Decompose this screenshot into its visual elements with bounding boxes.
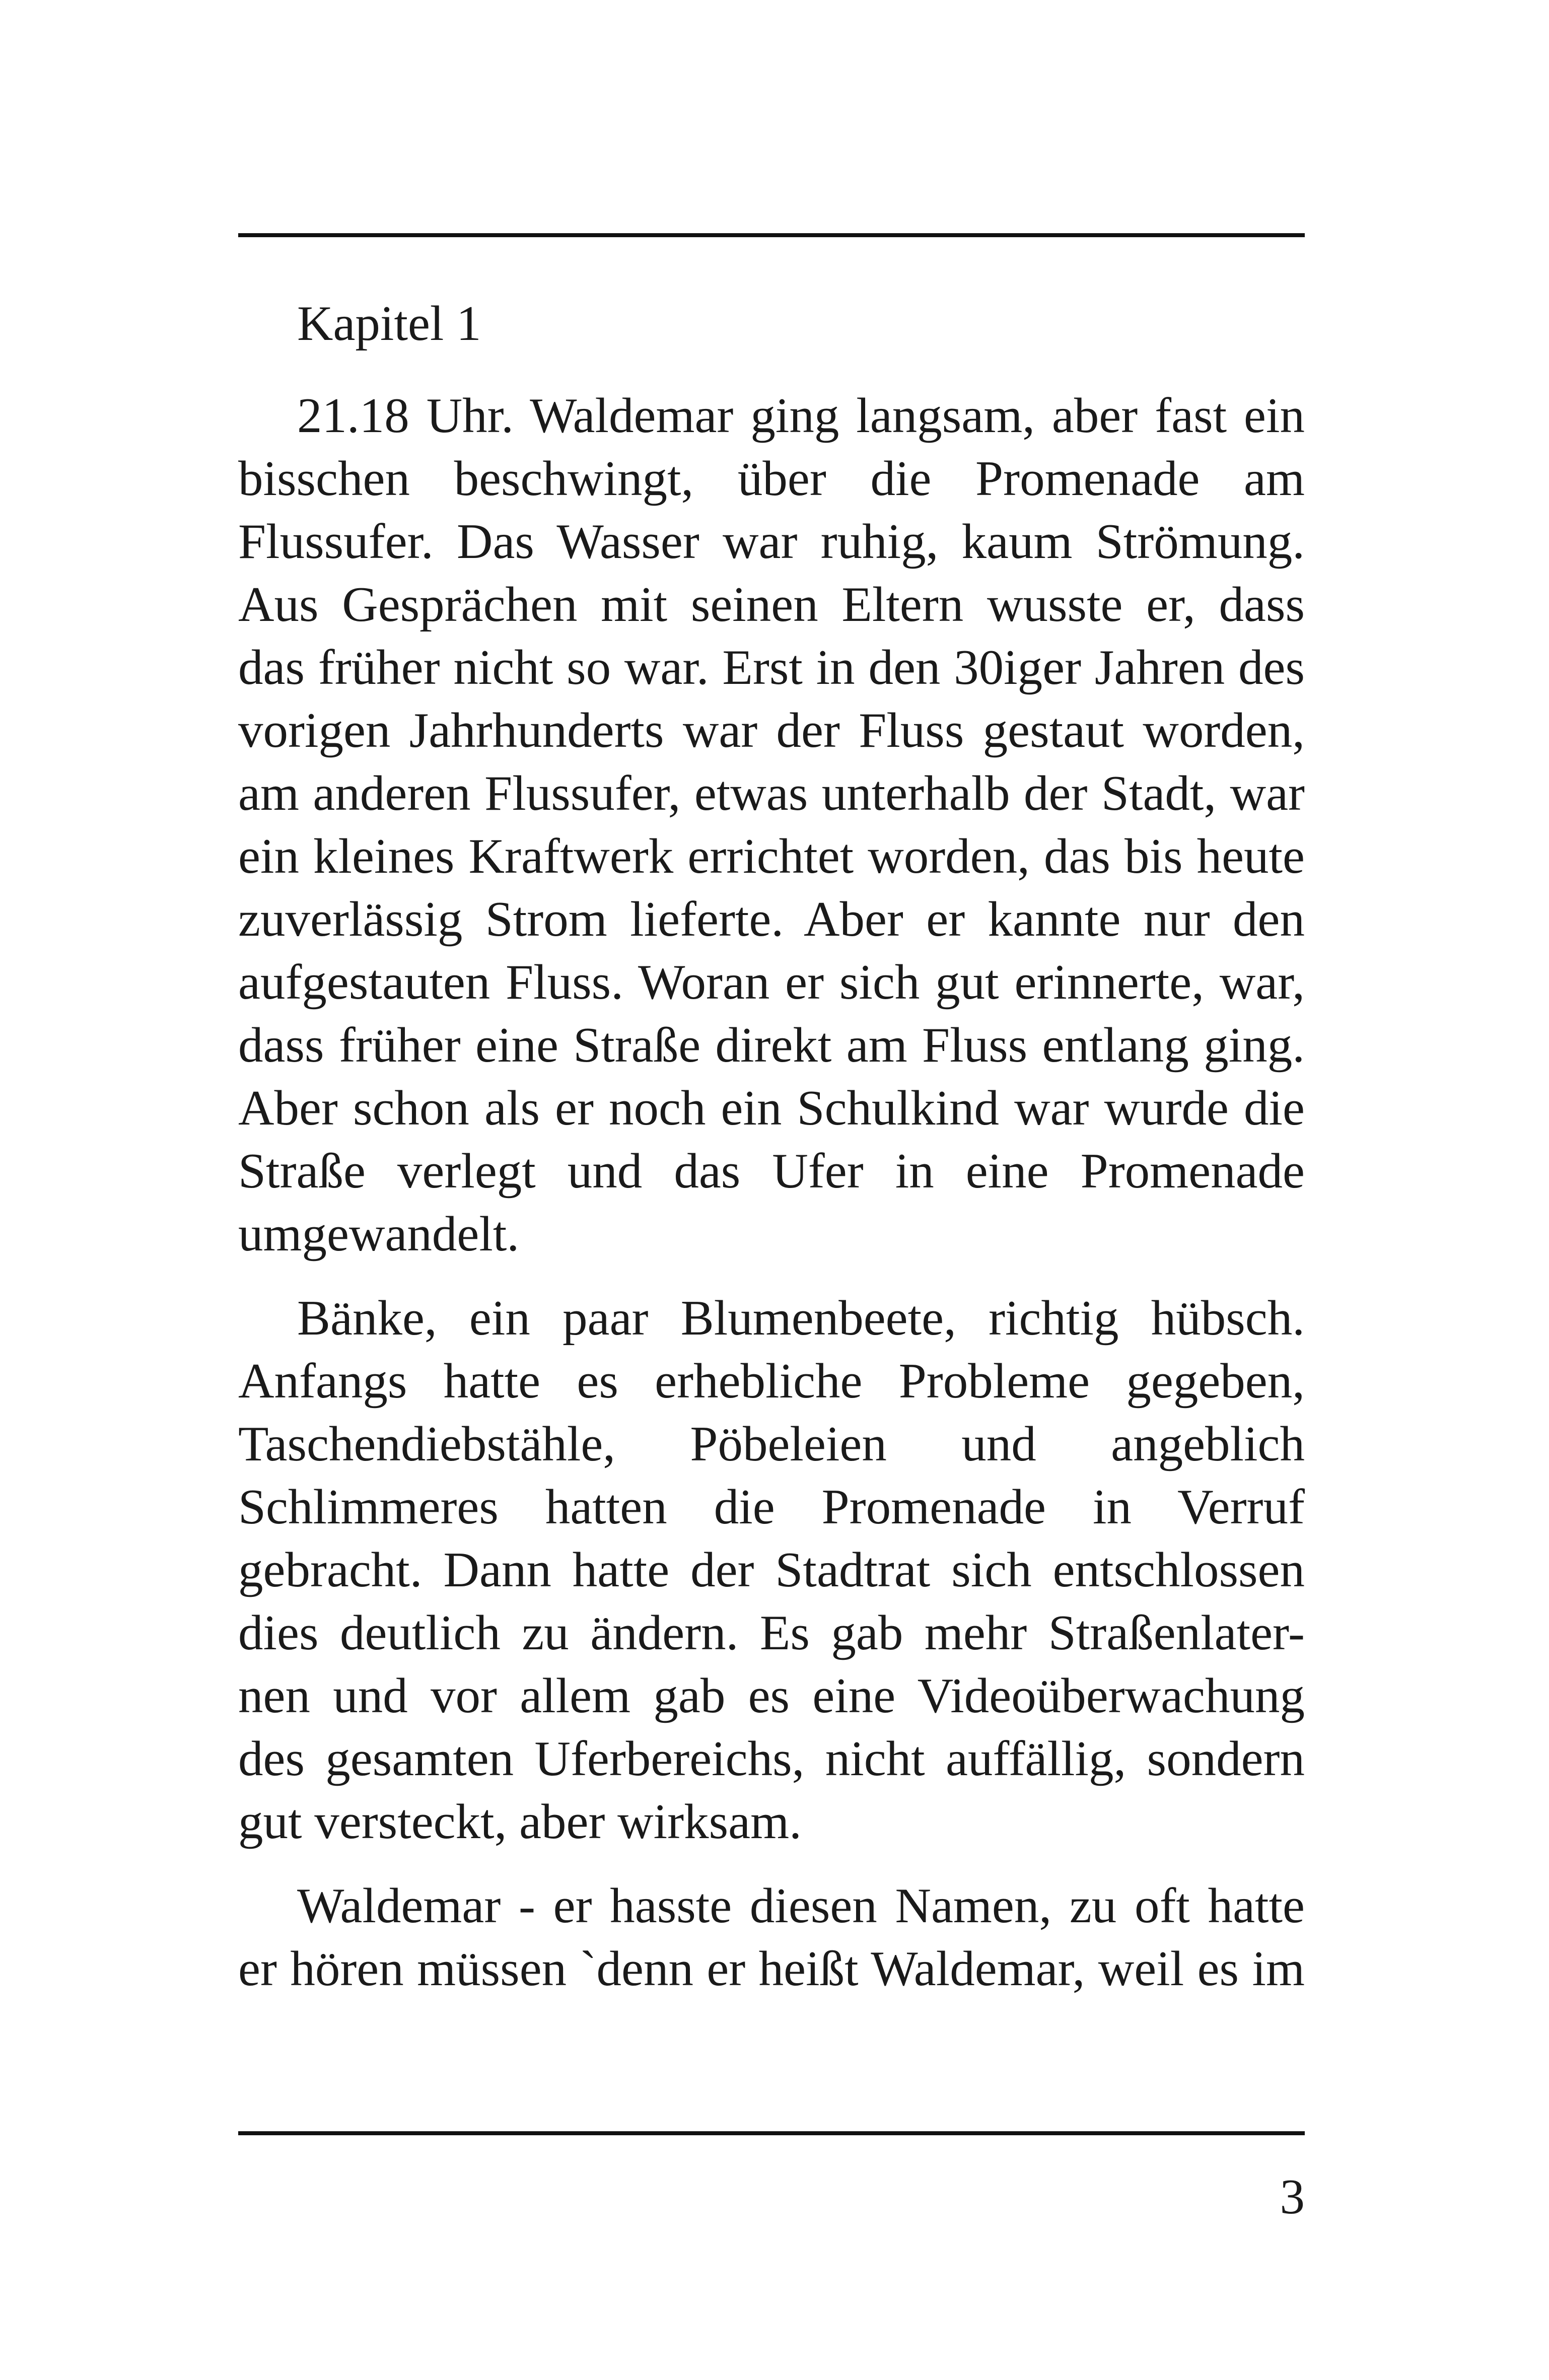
text-line: Waldemar - er hasste diesen Namen, zu oft hatte: [297, 1878, 1305, 1933]
text-line: Schlimmeres hatten die Promenade in Verruf: [238, 1480, 1305, 1534]
text-line: Aber schon als er noch ein Schulkind war wurde die: [238, 1081, 1305, 1136]
text-line: aufgestauten Fluss. Woran er sich gut erinnerte, war,: [238, 955, 1305, 1010]
text-line: Aus Gesprächen mit seinen Eltern wusste er, dass: [238, 577, 1305, 632]
page-number: 3: [1280, 2169, 1305, 2224]
text-line: dies deutlich zu ändern. Es gab mehr Straßenlater-: [238, 1605, 1305, 1660]
text-line: vorigen Jahrhunderts war der Fluss gestaut worden,: [238, 703, 1305, 758]
text-line: Flussufer. Das Wasser war ruhig, kaum Strömung.: [238, 514, 1305, 569]
text-line: bisschen beschwingt, über die Promenade am: [238, 451, 1305, 506]
text-line: ein kleines Kraftwerk errichtet worden, das bis heute: [238, 829, 1305, 884]
top-rule: [238, 233, 1305, 237]
text-line: am anderen Flussufer, etwas unterhalb der Stadt, war: [238, 766, 1305, 821]
text-line: gut versteckt, aber wirksam.: [238, 1794, 802, 1849]
text-line: Taschendiebstähle, Pöbeleien und angeblich: [238, 1417, 1305, 1472]
text-line: 21.18 Uhr. Waldemar ging langsam, aber fast ein: [297, 388, 1305, 443]
text-line: dass früher eine Straße direkt am Fluss entlang ging.: [238, 1018, 1305, 1073]
chapter-heading: Kapitel 1: [297, 296, 481, 351]
text-line: nen und vor allem gab es eine Videoüberwachung: [238, 1668, 1305, 1723]
text-line: Straße verlegt und das Ufer in eine Promenade: [238, 1144, 1305, 1199]
paragraph: [238, 384, 1305, 1266]
bottom-rule: [238, 2131, 1305, 2135]
text-line: des gesamten Uferbereichs, nicht auffällig, sondern: [238, 1731, 1305, 1786]
text-line: er hören müssen `denn er heißt Waldemar, weil es im: [238, 1941, 1305, 1996]
body-text: [238, 292, 1305, 2021]
text-line: gebracht. Dann hatte der Stadtrat sich entschlossen: [238, 1543, 1305, 1597]
text-line: zuverlässig Strom lieferte. Aber er kannte nur den: [238, 892, 1305, 947]
paragraph: [238, 1874, 1305, 2000]
text-line: Bänke, ein paar Blumenbeete, richtig hübsch.: [297, 1291, 1305, 1346]
text-line: das früher nicht so war. Erst in den 30iger Jahren des: [238, 640, 1305, 695]
paragraph: [238, 1287, 1305, 1853]
text-line: umgewandelt.: [238, 1207, 520, 1262]
text-line: Anfangs hatte es erhebliche Probleme gegeben,: [238, 1354, 1305, 1409]
